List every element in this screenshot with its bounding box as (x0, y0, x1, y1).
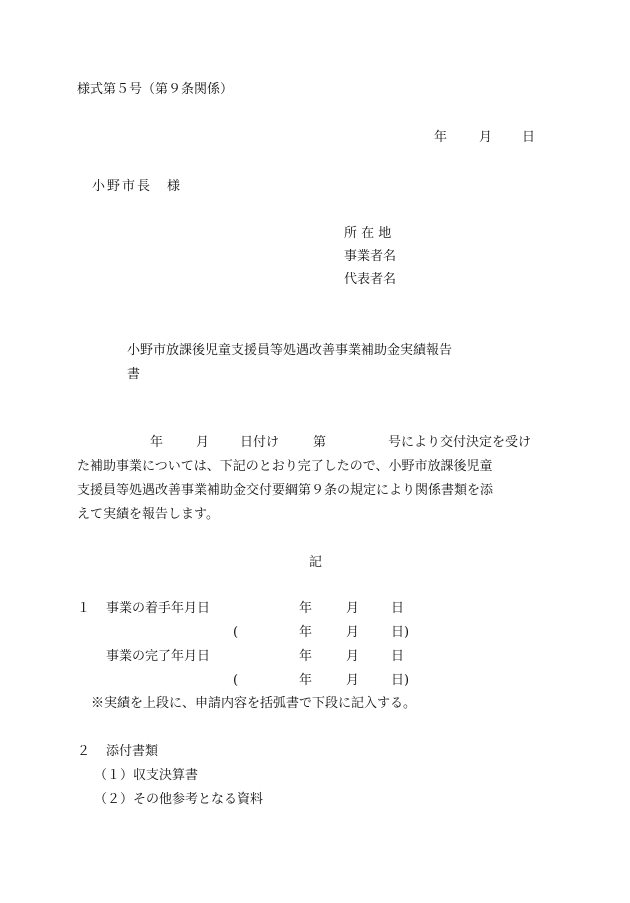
attachment-item: （１）収支決算書 (94, 768, 199, 783)
ref-year: 年 (150, 435, 164, 450)
ref-number-prefix: 第 (313, 435, 327, 450)
attachments-label: 添付書類 (106, 744, 159, 759)
end-planned-day: 日) (391, 673, 410, 688)
end-planned-month: 月 (346, 673, 360, 688)
business-name-label: 事業者名 (344, 249, 397, 264)
end-day: 日 (391, 649, 405, 664)
end-year: 年 (299, 649, 313, 664)
document-title-line1: 小野市放課後児童支援員等処遇改善事業補助金実績報告 (127, 343, 453, 358)
start-planned-year: 年 (299, 625, 313, 640)
body-line1-tail: 号により交付決定を受け (388, 435, 532, 450)
start-planned-month: 月 (346, 625, 360, 640)
representative-label: 代表者名 (344, 272, 397, 287)
end-planned-open-paren: ( (233, 673, 239, 688)
section2-number: ２ (77, 744, 91, 759)
ref-day: 日付け (240, 435, 280, 450)
section1-number: １ (77, 601, 91, 616)
form-number: 様式第５号（第９条関係） (77, 82, 234, 97)
end-date-label: 事業の完了年月日 (106, 649, 211, 664)
start-year: 年 (299, 601, 313, 616)
start-planned-day: 日) (391, 625, 410, 640)
body-line3: 支援員等処遇改善事業補助金交付要綱第９条の規定により関係書類を添 (77, 483, 494, 498)
date-year: 年 (434, 130, 448, 145)
addressee: 小野市長 様 (92, 179, 183, 194)
end-planned-year: 年 (299, 673, 313, 688)
body-line4: えて実績を報告します。 (77, 507, 219, 522)
start-day: 日 (391, 601, 405, 616)
ref-month: 月 (196, 435, 210, 450)
attachment-item: （２）その他参考となる資料 (94, 792, 264, 807)
entry-note: ※実績を上段に、申請内容を括弧書で下段に記入する。 (91, 696, 417, 711)
start-date-label: 事業の着手年月日 (106, 601, 211, 616)
date-month: 月 (479, 130, 493, 145)
document-title-line2: 書 (127, 367, 141, 382)
ki-heading: 記 (309, 555, 323, 570)
body-line2: た補助事業については、下記のとおり完了したので、小野市放課後児童 (77, 459, 493, 474)
start-planned-open-paren: ( (233, 625, 239, 640)
start-month: 月 (346, 601, 360, 616)
address-label: 所 在 地 (344, 226, 392, 241)
end-month: 月 (346, 649, 360, 664)
date-day: 日 (522, 130, 536, 145)
